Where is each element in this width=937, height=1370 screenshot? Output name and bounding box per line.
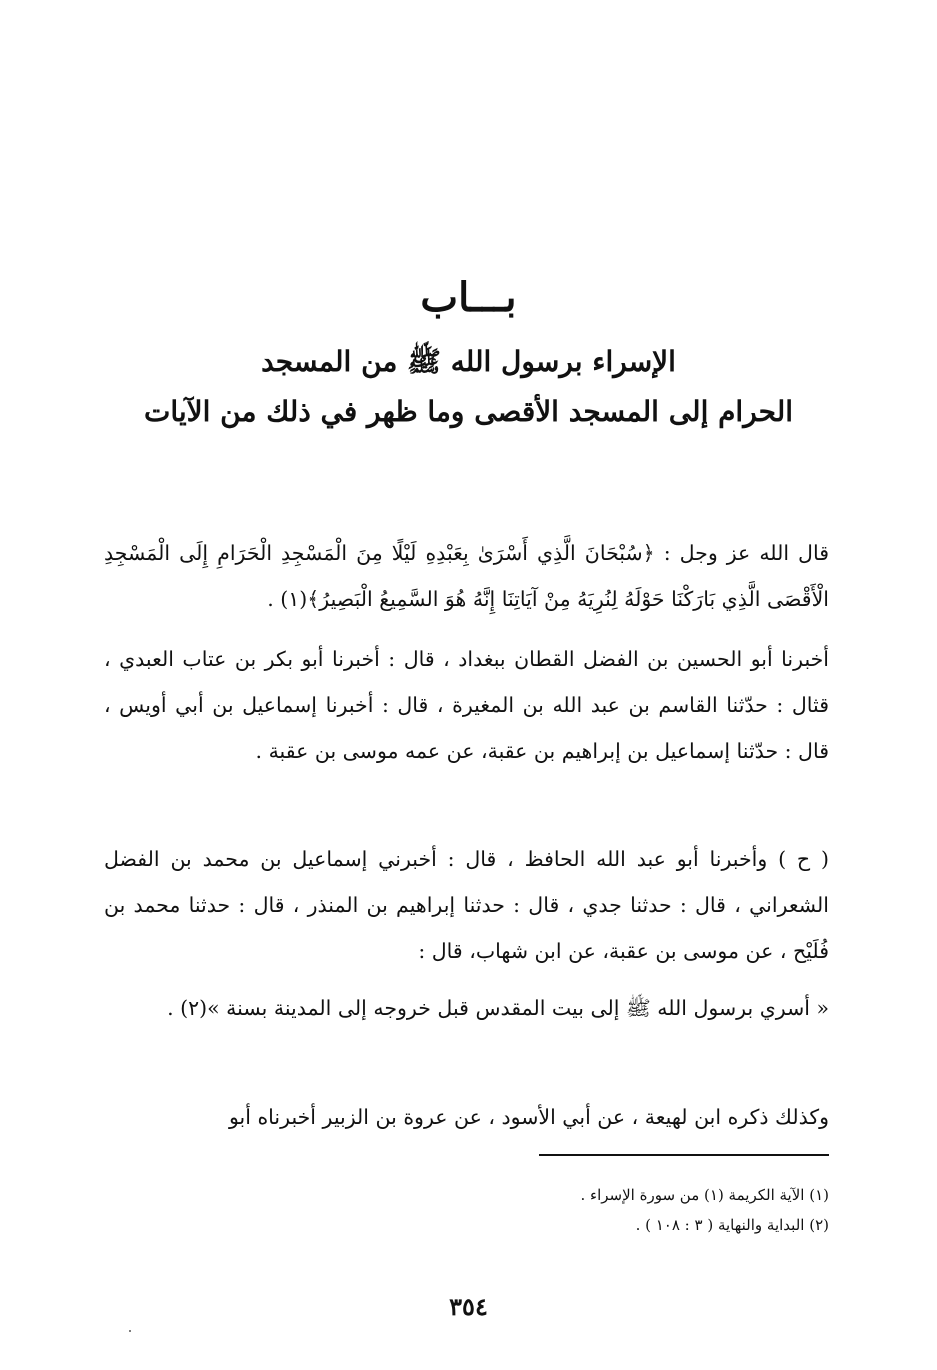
- quran-verse-paragraph: قال الله عز وجل : ﴿سُبْحَانَ الَّذِي أَسْرَىٰ بِعَبْدِهِ لَيْلًا مِنَ الْمَسْجِدِ الْحَرَامِ إِلَى الْمَسْجِدِ الْأَقْصَى الَّذِي بَارَكْنَا حَوْلَهُ لِنُرِيَهُ مِنْ آيَاتِنَا إِنَّهُ هُوَ السَّمِيعُ الْبَصِيرُ﴾(١) .: [104, 541, 829, 611]
- page-number: ٣٥٤: [449, 1292, 488, 1321]
- footnote-divider: [539, 1154, 829, 1156]
- continuation-paragraph: وكذلك ذكره ابن لهيعة ، عن أبي الأسود ، عن عروة بن الزبير أخبرناه أبو: [228, 1105, 829, 1129]
- scan-speck: [129, 1330, 131, 1332]
- footnote-2: (٢) البداية والنهاية ( ٣ : ١٠٨ ) .: [635, 1216, 829, 1234]
- footnotes: [104, 1180, 829, 1240]
- hadith-quote-paragraph: « أسري برسول الله ﷺ إلى بيت المقدس قبل خروجه إلى المدينة بسنة »(٢) .: [167, 996, 829, 1020]
- chapter-title-line-1: الإسراء برسول الله ﷺ من المسجد: [261, 345, 676, 378]
- footnote-1: (١) الآية الكريمة (١) من سورة الإسراء .: [580, 1186, 829, 1204]
- isnad-paragraph-2: ( ح ) وأخبرنا أبو عبد الله الحافظ ، قال : أخبرني إسماعيل بن محمد بن الفضل الشعراني ، قال : حدثنا جدي ، قال : حدثنا إبراهيم بن المنذر ، قال : حدثنا محمد بن فُلَيْح ، عن موسى بن عقبة، عن ابن شهاب، قال :: [104, 847, 829, 963]
- chapter-title-line-2: الحرام إلى المسجد الأقصى وما ظهر في ذلك من الآيات: [143, 395, 794, 428]
- section-heading: بـــاب: [420, 274, 517, 321]
- isnad-paragraph-1: أخبرنا أبو الحسين بن الفضل القطان ببغداد ، قال : أخبرنا أبو بكر بن عتاب العبدي ، قثال : حدّثنا القاسم بن عبد الله بن المغيرة ، قال : أخبرنا إسماعيل بن أبي أويس ، قال : حدّثنا إسماعيل بن إبراهيم بن عقبة، عن عمه موسى بن عقبة .: [104, 647, 829, 763]
